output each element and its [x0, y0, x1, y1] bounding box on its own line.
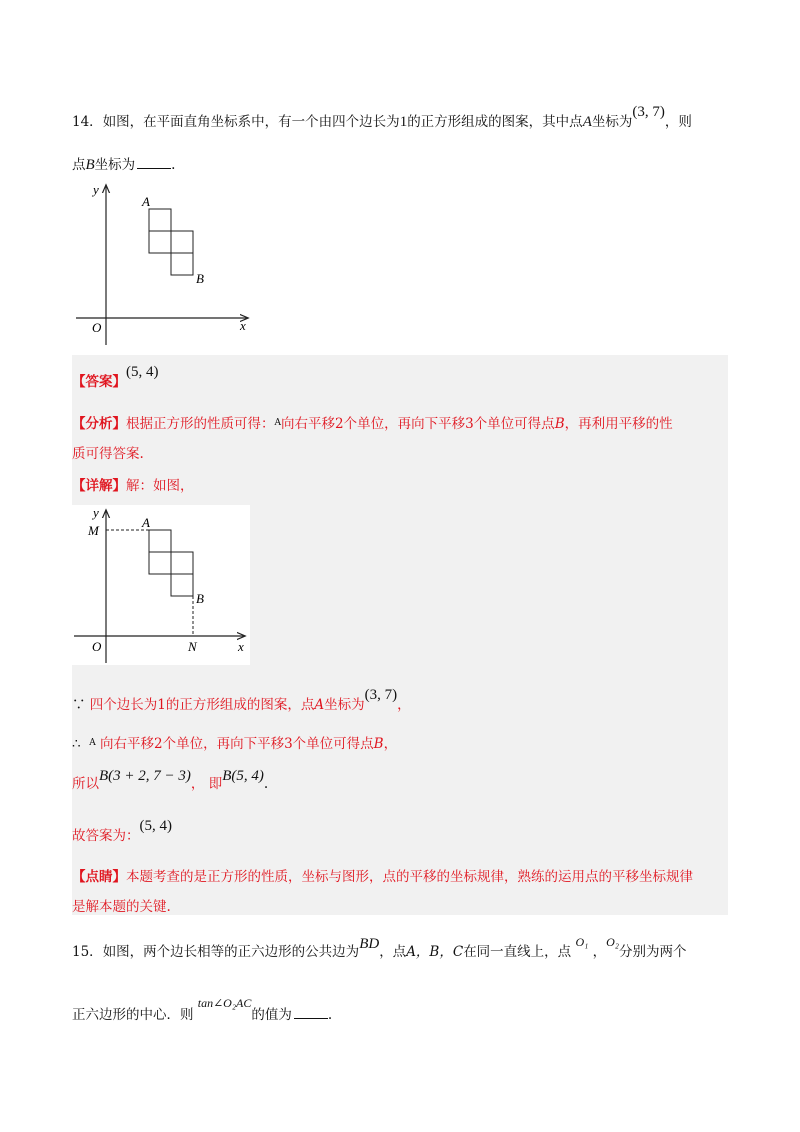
final-value: (5, 4) — [139, 818, 172, 834]
final-line: 故答案为：(5, 4) — [72, 818, 172, 844]
figure-q14-coordinate-grid — [72, 180, 262, 350]
analysis-tag: 【分析】 — [72, 416, 126, 432]
q14-line1: 14．如图，在平面直角坐标系中，有一个由四个边长为1的正方形组成的图案，其中点A坐标为(3, 7)，则 — [72, 104, 692, 130]
q14-coord-a: (3, 7) — [632, 104, 665, 120]
analysis-line2: 质可得答案. — [72, 446, 144, 462]
label-o: O — [92, 639, 102, 654]
analysis-line1: 【分析】根据正方形的性质可得：$^A$向右平移2个单位，再向下平移3个单位可得点B，再利用平移的性 — [72, 416, 673, 432]
so-expr: B(3 + 2, 7 − 3) — [99, 768, 191, 784]
detail-line: 【详解】解：如图， — [72, 478, 194, 494]
label-n: N — [188, 639, 197, 654]
q15-number: 15． — [72, 944, 103, 960]
q15-answer-blank — [294, 1017, 328, 1019]
q15-expr: tan∠O₂AC — [197, 996, 252, 1010]
therefore-line: ∴ $^A$ 向右平移2个单位，再向下平移3个单位可得点B， — [72, 736, 398, 752]
label-a: A — [142, 515, 150, 530]
q14-line2: 点B坐标为 . — [72, 157, 176, 173]
so-line: 所以B(3 + 2, 7 − 3)， 即B(5, 4). — [72, 768, 269, 792]
answer-tag: 【答案】 — [72, 374, 126, 390]
label-a: A — [142, 194, 150, 209]
figure-detail-coordinate-grid — [72, 505, 250, 665]
comment-line1: 【点睛】本题考查的是正方形的性质，坐标与图形，点的平移的坐标规律，熟练的运用点的平移坐标规律 — [72, 869, 693, 885]
label-b: B — [196, 591, 204, 606]
label-b: B — [196, 271, 204, 286]
squares-pattern — [149, 209, 193, 275]
label-y: y — [93, 182, 99, 197]
label-o: O — [92, 320, 102, 335]
label-m: M — [88, 523, 99, 538]
q15-line2: 正六边形的中心．则 tan∠O₂AC的值为 . — [72, 996, 333, 1023]
q15-line1: 15．如图，两个边长相等的正六边形的公共边为BD，点A，B，C在同一直线上，点 O₁ ，O₂分别为两个 — [72, 935, 687, 960]
answer-blank — [137, 167, 171, 169]
comment-tag: 【点睛】 — [72, 869, 126, 885]
comment-line2: 是解本题的关键. — [72, 899, 171, 915]
answer-line — [72, 364, 159, 391]
label-x: x — [240, 318, 246, 333]
so-result: B(5, 4) — [222, 768, 264, 784]
because-line: ∵ 四个边长为1的正方形组成的图案，点A坐标为(3, 7)， — [72, 687, 411, 713]
label-y: y — [93, 505, 99, 520]
detail-tag: 【详解】 — [72, 478, 126, 494]
label-x: x — [238, 639, 244, 654]
answer-value: (5, 4) — [126, 364, 159, 380]
q14-number: 14． — [72, 114, 103, 130]
